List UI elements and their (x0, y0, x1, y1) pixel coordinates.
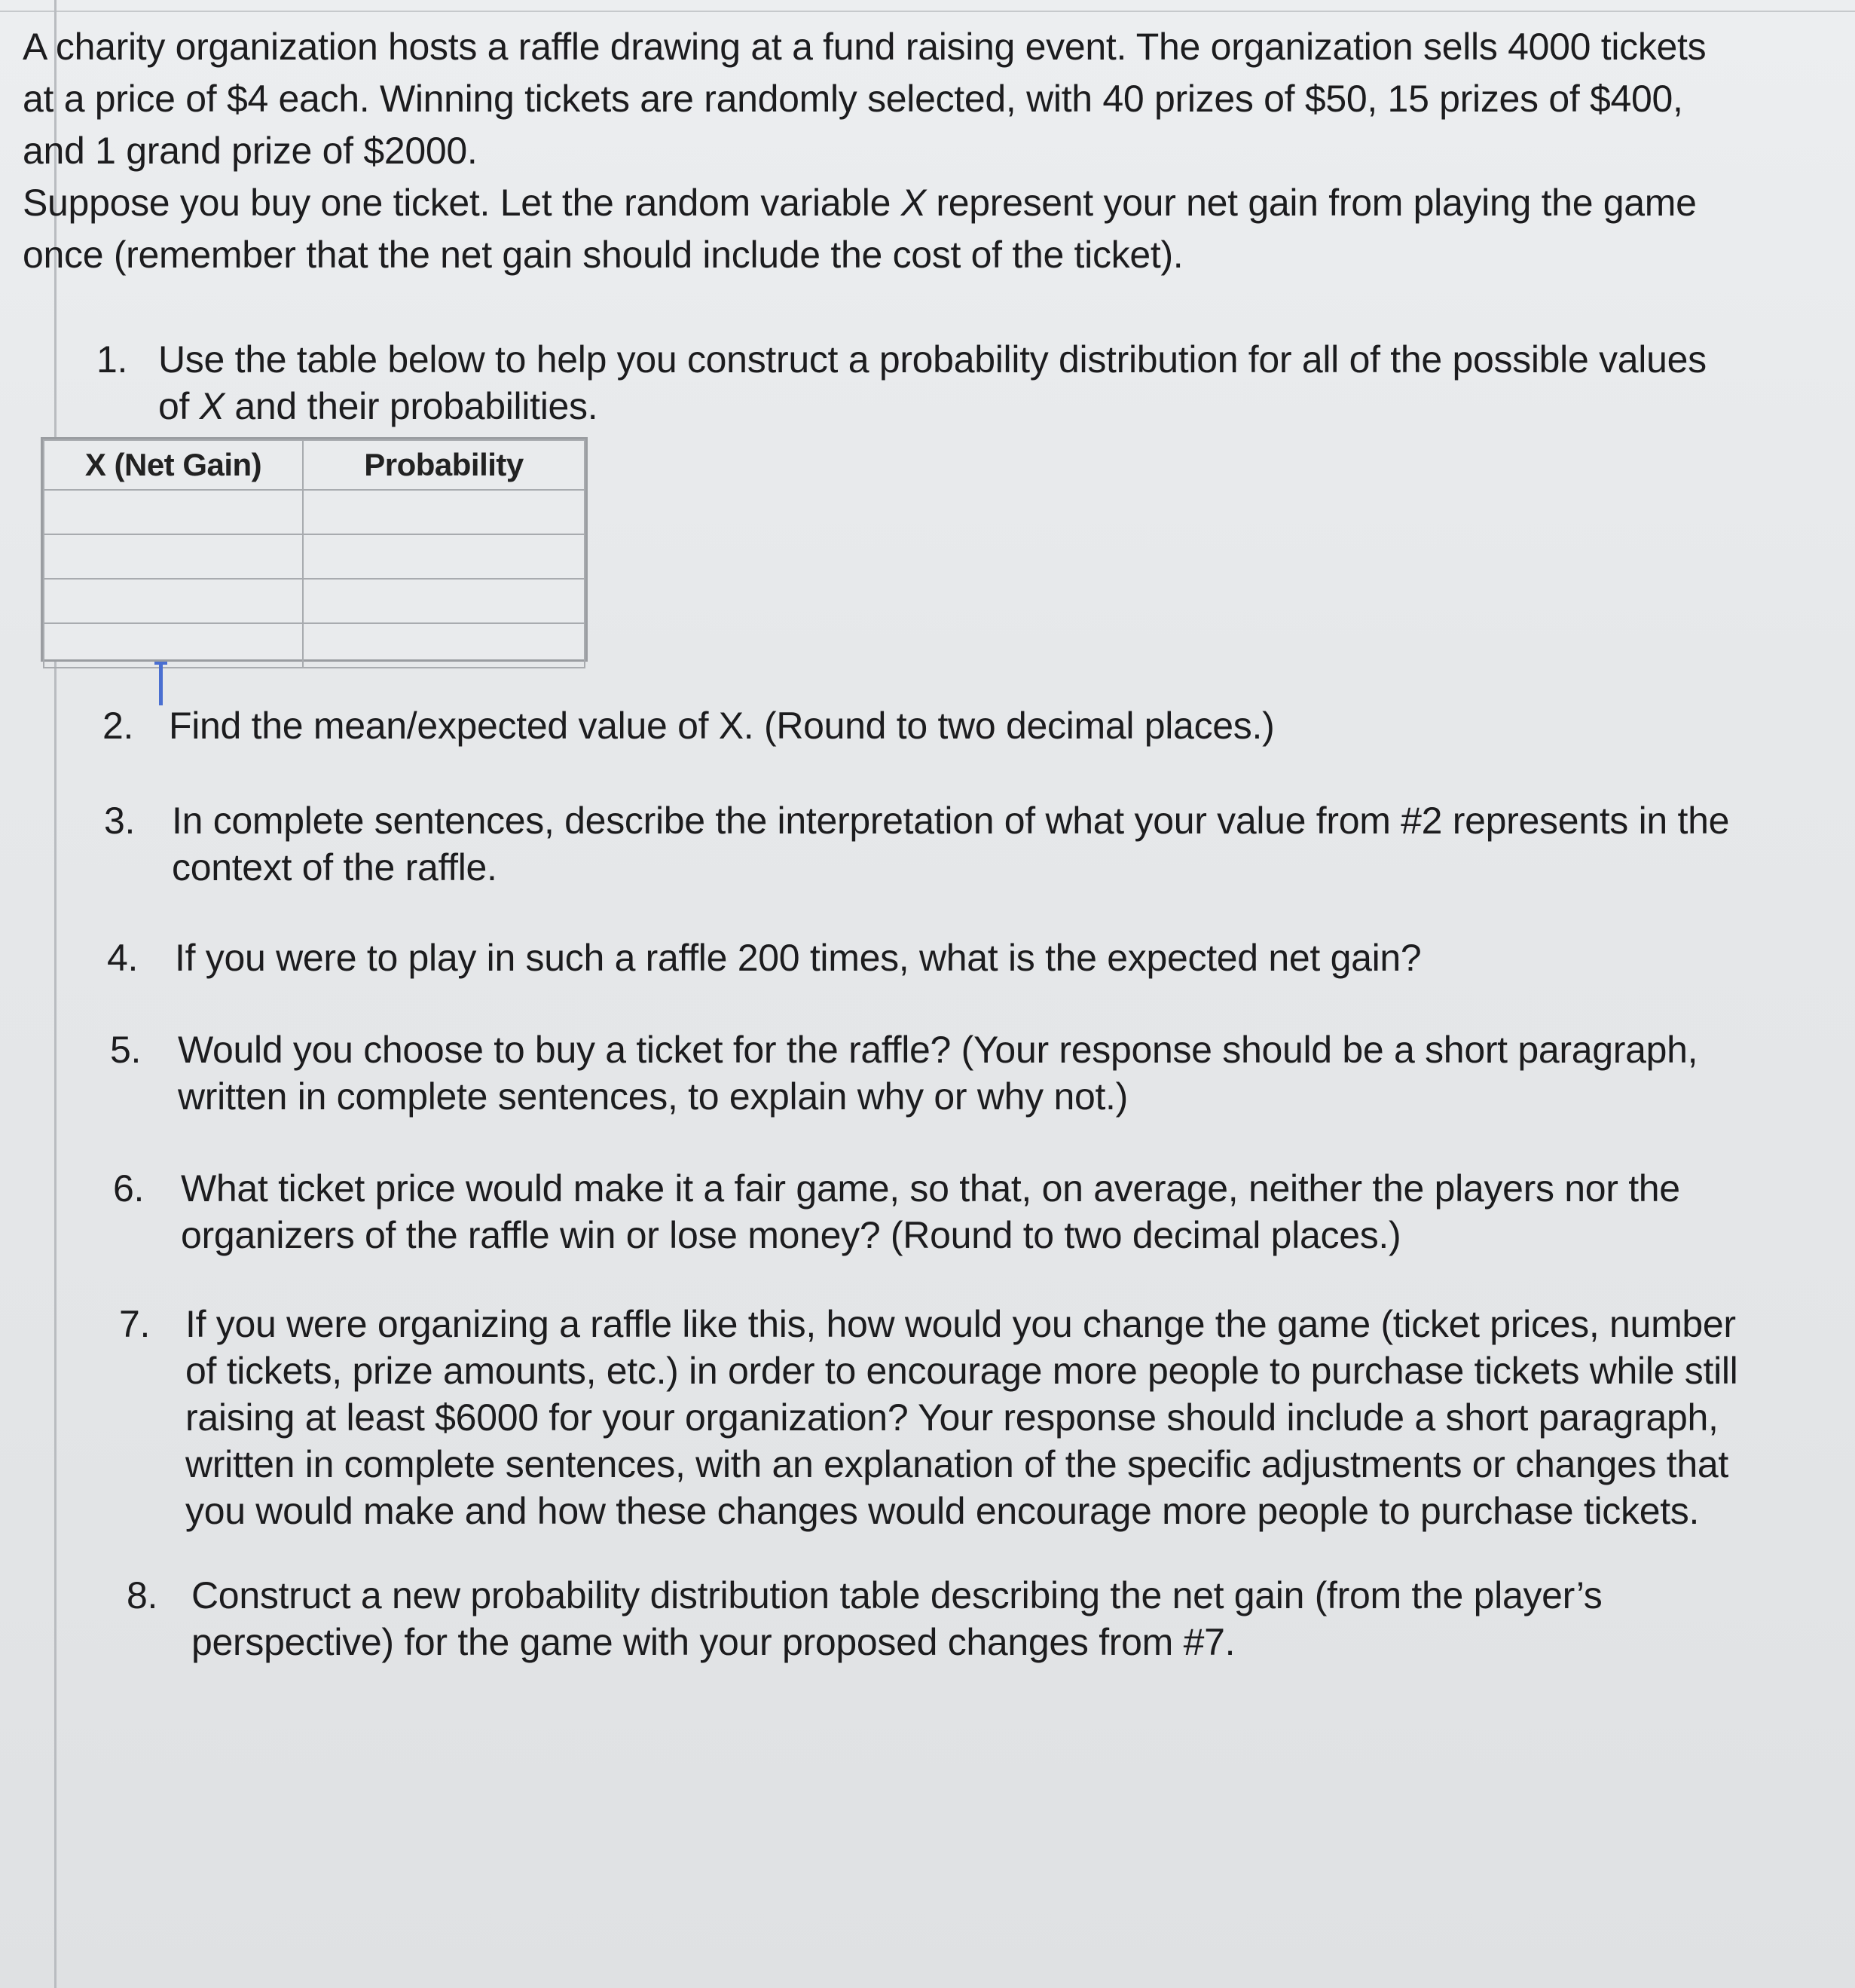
intro-line (23, 177, 1838, 229)
question-text-part: of (158, 385, 200, 427)
question-5 (110, 1026, 1835, 1124)
question-number: 1. (96, 338, 128, 381)
question-number: 4. (107, 937, 139, 979)
question-line: In complete sentences, describe the interpretation of what your value from #2 represents in the (172, 800, 1730, 842)
table-row (44, 534, 585, 579)
question-text (158, 336, 1829, 430)
question-text (178, 1026, 1835, 1120)
question-6 (113, 1165, 1838, 1263)
question-number: 8. (127, 1574, 158, 1616)
question-line: written in complete sentences, to explain why or why not.) (178, 1075, 1128, 1118)
question-line: What ticket price would make it a fair game, so that, on average, neither the players nor the (181, 1167, 1680, 1210)
question-line: you would make and how these changes would encourage more people to purchase tickets. (185, 1490, 1700, 1532)
question-line: written in complete sentences, with an explanation of the specific adjustments or changes that (185, 1443, 1728, 1485)
question-8 (127, 1572, 1844, 1670)
table-cell-net-gain[interactable] (44, 623, 303, 668)
variable-x: X (199, 385, 225, 427)
question-line: Construct a new probability distribution table describing the net gain (from the player’s (191, 1574, 1603, 1616)
table-cell-net-gain[interactable] (44, 534, 303, 579)
question-text (185, 1301, 1844, 1534)
intro-line: at a price of $4 each. Winning tickets are randomly selected, with 40 prizes of $50, 15 prizes of $400, (23, 78, 1683, 120)
question-number: 3. (104, 800, 136, 842)
table-header-row (44, 440, 585, 490)
probability-distribution-table (41, 437, 588, 662)
intro-line: A charity organization hosts a raffle drawing at a fund raising event. The organization sells 4000 tickets (23, 26, 1707, 68)
question-1 (96, 336, 1829, 434)
question-line: context of the raffle. (172, 846, 497, 888)
question-7 (119, 1301, 1844, 1542)
question-line: organizers of the raffle win or lose money? (Round to two decimal places.) (181, 1214, 1401, 1256)
question-3 (104, 797, 1837, 895)
intro-line: and 1 grand prize of $2000. (23, 130, 478, 172)
table-cell-net-gain[interactable] (44, 490, 303, 534)
question-line: If you were organizing a raffle like this, how would you change the game (ticket prices, number (185, 1303, 1736, 1345)
table-row (44, 623, 585, 668)
question-number: 2. (102, 705, 134, 747)
question-line: perspective) for the game with your proposed changes from #7. (191, 1621, 1236, 1663)
question-line: If you were to play in such a raffle 200 times, what is the expected net gain? (175, 937, 1422, 979)
table-cell-probability[interactable] (303, 623, 585, 668)
table-cell-probability[interactable] (303, 490, 585, 534)
question-line: Find the mean/expected value of X. (Round to two decimal places.) (169, 705, 1275, 747)
question-line (158, 383, 1829, 430)
question-text (181, 1165, 1838, 1259)
table-row (44, 490, 585, 534)
text-cursor (159, 662, 163, 705)
problem-intro (23, 21, 1838, 281)
intro-text: Suppose you buy one ticket. Let the random variable (23, 182, 901, 224)
table-cell-probability[interactable] (303, 534, 585, 579)
question-text (169, 702, 1835, 749)
question-text (175, 934, 1832, 981)
column-header-net-gain: X (Net Gain) (44, 440, 303, 490)
table-cell-probability[interactable] (303, 579, 585, 623)
question-number: 6. (113, 1167, 145, 1210)
question-line: of tickets, prize amounts, etc.) in order to encourage more people to purchase tickets while still (185, 1350, 1738, 1392)
question-text (172, 797, 1837, 891)
left-margin-line (54, 0, 57, 1988)
variable-x: X (900, 182, 926, 224)
top-border (0, 11, 1855, 12)
table-row (44, 579, 585, 623)
question-line: Use the table below to help you construct a probability distribution for all of the possible values (158, 338, 1707, 381)
question-number: 5. (110, 1029, 142, 1071)
table-cell-net-gain[interactable] (44, 579, 303, 623)
question-4 (107, 934, 1832, 987)
question-text-part: and their probabilities. (224, 385, 598, 427)
question-number: 7. (119, 1303, 151, 1345)
intro-line: once (remember that the net gain should include the cost of the ticket). (23, 234, 1184, 276)
question-line: Would you choose to buy a ticket for the raffle? (Your response should be a short paragraph, (178, 1029, 1698, 1071)
column-header-probability: Probability (303, 440, 585, 490)
question-line: raising at least $6000 for your organization? Your response should include a short paragraph, (185, 1396, 1719, 1439)
question-2 (102, 702, 1835, 755)
intro-text: represent your net gain from playing the game (925, 182, 1697, 224)
question-text (191, 1572, 1844, 1665)
